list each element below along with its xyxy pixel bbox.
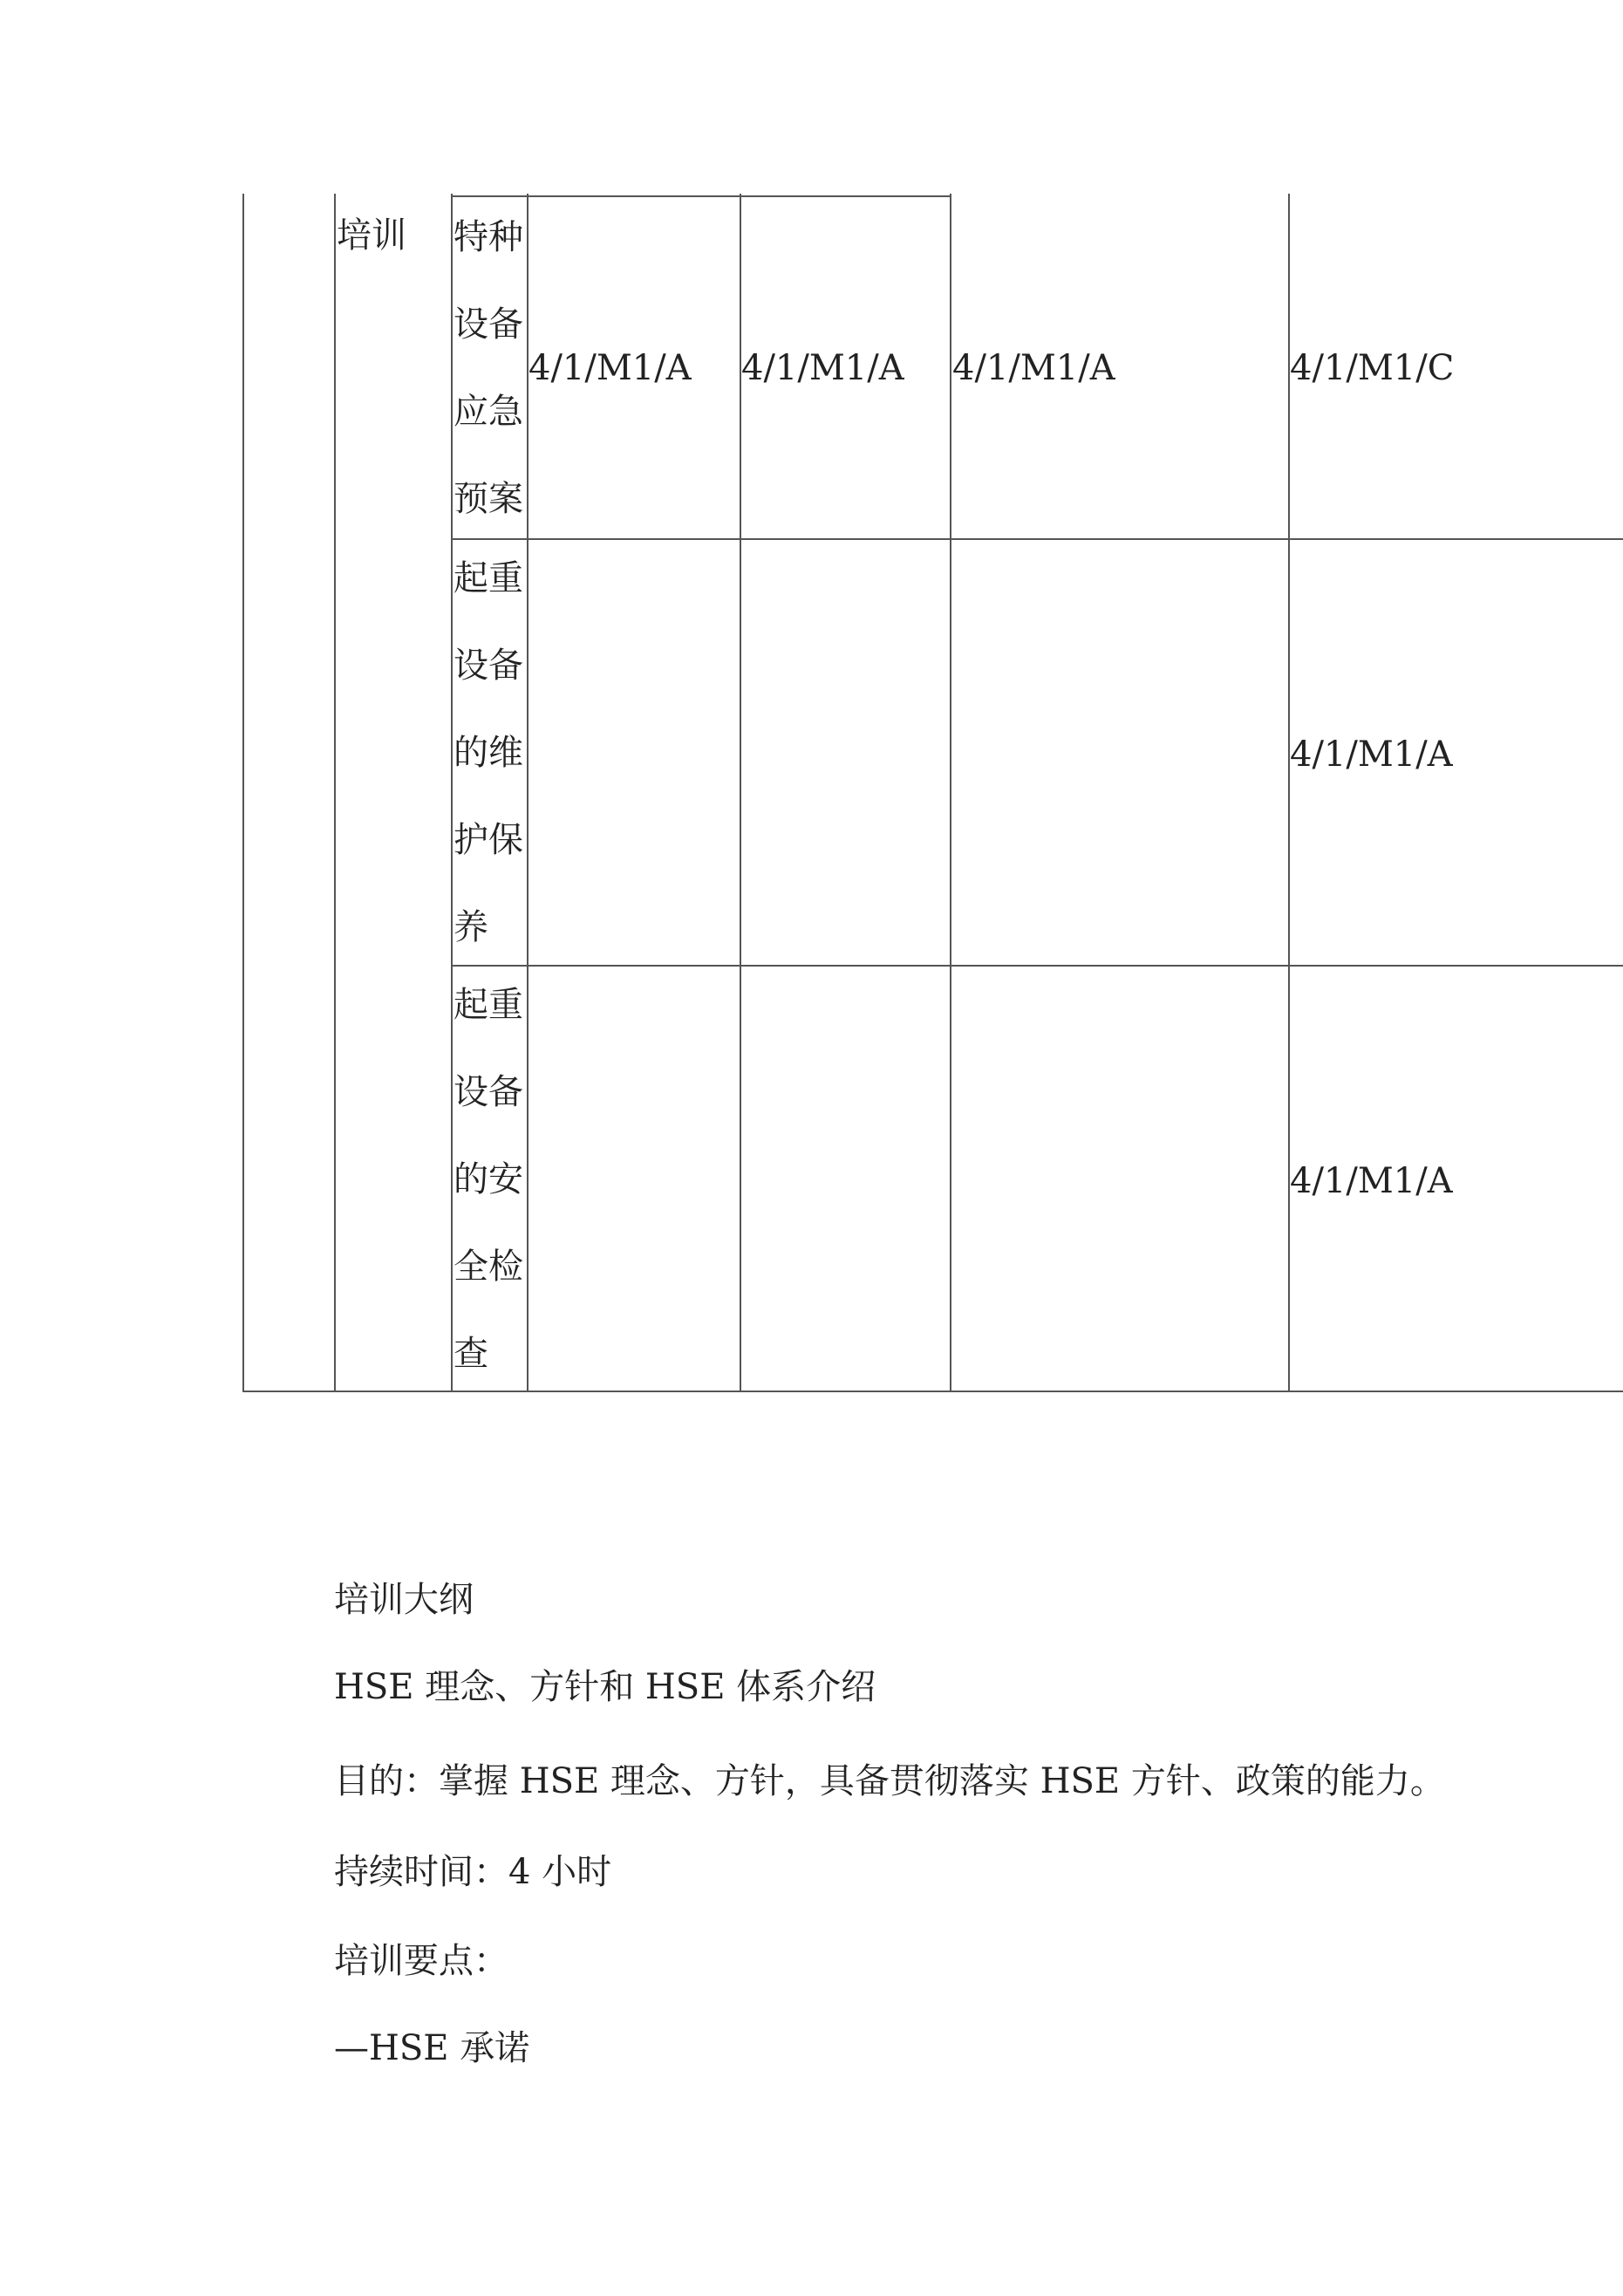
table-divider [334, 194, 336, 1392]
table-cell-value: 4/1/M1/A [952, 348, 1115, 388]
topic-line: 预案 [453, 479, 523, 519]
topic-line: 应急 [453, 392, 523, 432]
table-cell-value: 4/1/M1/A [1290, 735, 1453, 775]
topic-line: 查 [453, 1334, 488, 1374]
outline-point: —HSE 承诺 [334, 2028, 530, 2068]
topic-line: 起重 [453, 558, 523, 598]
table-cell-value: 4/1/M1/C [1290, 348, 1455, 388]
outline-points-label: 培训要点： [334, 1941, 508, 1981]
topic-line: 设备 [453, 304, 523, 345]
topic-line: 护保 [453, 820, 523, 860]
table-cell-value: 4/1/M1/A [741, 348, 904, 388]
table-row-divider [451, 538, 1623, 540]
table-divider [950, 194, 951, 1392]
table-border-bottom [242, 1391, 1623, 1392]
table-row-topic [453, 961, 532, 1397]
outline-duration: 持续时间：4 小时 [334, 1852, 612, 1892]
topic-line: 的维 [453, 733, 523, 773]
table-row-topic [453, 535, 532, 971]
outline-purpose: 目的：掌握 HSE 理念、方针，具备贯彻落实 HSE 方针、政策的能力。 [334, 1761, 1445, 1801]
table-row-divider [451, 965, 1623, 967]
topic-line: 全检 [453, 1247, 523, 1287]
topic-line: 养 [453, 907, 488, 947]
outline-heading: 培训大纲 [334, 1580, 474, 1620]
table-category: 培训 [337, 215, 406, 256]
topic-line: 设备 [453, 1072, 523, 1112]
topic-line: 设备 [453, 646, 523, 686]
table-divider [451, 194, 453, 1392]
table-border-left [242, 194, 244, 1392]
topic-line: 起重 [453, 985, 523, 1025]
outline-subject: HSE 理念、方针和 HSE 体系介绍 [334, 1667, 876, 1707]
topic-line: 的安 [453, 1159, 523, 1199]
table-cell-value: 4/1/M1/A [1290, 1161, 1453, 1201]
table-cell-value: 4/1/M1/A [528, 348, 692, 388]
table-row-topic [453, 194, 532, 543]
topic-line: 特种 [453, 217, 523, 257]
